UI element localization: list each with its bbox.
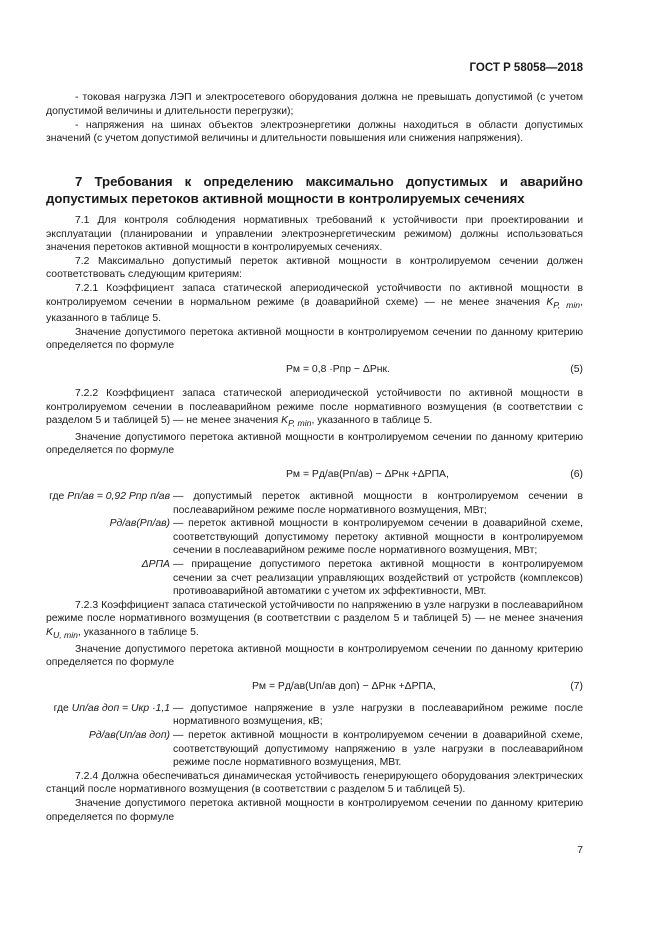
where-term: Pд/ав(Uп/ав доп) (88, 730, 170, 742)
where-item: где Uп/ав доп = Uкр ·1,1 — допустимое напряжение в узле нагрузки в послеаварийном режиме после нормативного возмущения, кВ; (53, 702, 583, 728)
intro-list (46, 91, 583, 146)
clause-7-2-4: 7.2.4 Должна обеспечиваться динамическая устойчивость генерирующего оборудования электрических станций после нормативного возмущения (в соответствии с разделом 5 и таблицей 5). (46, 770, 583, 796)
where-description: — переток активной мощности в контролируемом сечении в доаварийной схеме, соответствующий допустимому перетоку активной мощности в контролируемом сечении в послеаварийном режиме после нормативного возмущения, МВт; (173, 518, 583, 557)
where-item: где Pп/ав = 0,92 Pпр п/ав — допустимый переток активной мощности в контролируемом сечении в послеаварийном режиме после нормативного возмущения, МВт; (49, 491, 583, 516)
where-term: Pд/ав(Pп/ав) (109, 518, 170, 530)
where-term: Uп/ав доп = Uкр ·1,1 (71, 702, 170, 714)
where-item (46, 729, 583, 770)
where-description: — допустимый переток активной мощности в контролируемом сечении в послеаварийном режиме после нормативного возмущения, МВт; (173, 491, 583, 516)
clause-7-2-2: 7.2.2 Коэффициент запаса статической апериодической устойчивости по активной мощности в контролируемом сечении в послеаварийном режиме после нормативного возмущения (в соответствии с разделом 5 и таблицей 5) — не менее значения $K_{P, min}$, указанного в таблице 5. (46, 388, 583, 429)
criterion-note: Значение допустимого перетока активной мощности в контролируемом сечении по данному критерию определяется по формуле (46, 431, 583, 457)
clause-7-2-1: 7.2.1 Коэффициент запаса статической апериодической устойчивости по активной мощности в контролируемом сечении в нормальном режиме (в доаварийной схеме) — не менее значения $K_{P, min}$, указанного в таблице 5. (46, 282, 583, 325)
formula-5 (46, 359, 583, 381)
criterion-note: Значение допустимого перетока активной мощности в контролируемом сечении по данному критерию определяется по формуле (46, 643, 583, 669)
where-list-6 (46, 490, 583, 599)
where-item (46, 517, 583, 558)
intro-item: - токовая нагрузка ЛЭП и электросетевого оборудования должна не превышать допустимой (с учетом допустимой величины и длительности перегрузки); (46, 92, 583, 117)
where-description: — переток активной мощности в контролируемом сечении в доаварийной схеме, соответствующий допустимому напряжению в узле нагрузки в послеаварийном режиме после нормативного возмущения, МВт. (173, 730, 583, 769)
where-description: — допустимое напряжение в узле нагрузки в послеаварийном режиме после нормативного возмущения, кВ; (173, 702, 583, 728)
formula-expression: Pм = Pд/ав(Uп/ав доп) − ΔPнк +ΔPПА, (252, 680, 436, 692)
formula-7 (46, 676, 583, 698)
formula-number: (5) (570, 364, 583, 376)
formula-number: (7) (570, 680, 583, 692)
section-7 (46, 173, 583, 207)
body-text (46, 214, 583, 824)
document-header: ГОСТ Р 58058—2018 (469, 62, 583, 74)
page-number: 7 (577, 845, 583, 856)
formula-expression: Pм = Pд/ав(Pп/ав) − ΔPнк +ΔPПА, (286, 469, 449, 481)
formula-number: (6) (570, 469, 583, 481)
where-description: — приращение допустимого перетока активной мощности в контролируемом сечении за счет реализации управляющих воздействий от устройств (комплексов) противоаварийной автоматики с учетом их эффективности, МВт. (173, 559, 583, 598)
formula-6 (46, 464, 583, 486)
section-title: 7 Требования к определению максимально допустимых и аварийно допустимых перетоков активной мощности в контролируемых сечениях (46, 174, 583, 206)
formula-expression: Pм = 0,8 ·Pпр − ΔPнк. (286, 364, 390, 376)
intro-item: - напряжения на шинах объектов электроэнергетики должны находиться в области допустимых значений (с учетом допустимой величины и длительности повышения или снижения напряжения). (46, 119, 583, 145)
clause-7-1: 7.1 Для контроля соблюдения нормативных требований к устойчивости при проектировании и эксплуатации (планировании и управлении электроэнергетическим режимом) должны использоваться значения перетоков активной мощности в контролируемых сечениях. (46, 215, 583, 254)
where-term: ΔPПА (141, 559, 170, 571)
where-item (46, 558, 583, 599)
criterion-note: Значение допустимого перетока активной мощности в контролируемом сечении по данному критерию определяется по формуле (46, 798, 583, 823)
clause-7-2-3: 7.2.3 Коэффициент запаса статической устойчивости по напряжению в узле нагрузки в послеаварийном режиме после нормативного возмущения (в соответствии с разделом 5 и таблицей 5) — не менее значения $K_{U, min}$, указанного в таблице 5. (46, 599, 583, 641)
criterion-note: Значение допустимого перетока активной мощности в контролируемом сечении по данному критерию определяется по формуле (46, 326, 583, 352)
where-term: Pп/ав = 0,92 Pпр п/ав (67, 491, 170, 503)
clause-7-2: 7.2 Максимально допустимый переток активной мощности в контролируемом сечении должен соответствовать следующим критериям: (46, 255, 583, 281)
where-list-7 (46, 702, 583, 770)
